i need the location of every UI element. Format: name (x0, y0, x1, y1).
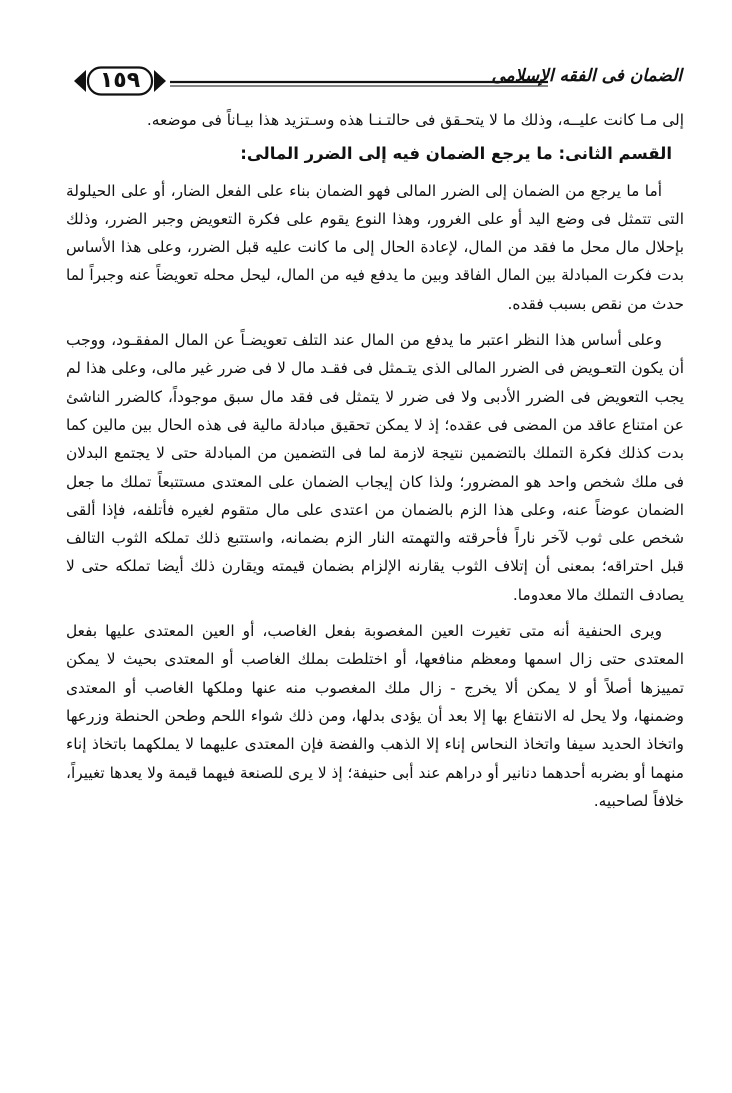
page-header (58, 62, 682, 102)
paragraph-continuation: إلى مـا كانت عليــه، وذلك ما لا يتحـقق فى حالتـنـا هذه وسـتزيد هذا بيـاناً فى موضعه. (146, 111, 684, 129)
running-title: الضمان فى الفقه الإسلامى (491, 66, 682, 86)
section-heading: القسم الثانى: ما يرجع الضمان فيه إلى الضرر المالى: (240, 144, 672, 164)
paragraph: أما ما يرجع من الضمان إلى الضرر المالى فهو الضمان بناء على الفعل الضار، أو على الحيلولة التى تتمثل فى وضع اليد أو على الغرور، وهذا النوع يقوم على فكرة التعويض وجبر الضرر، وذلك بإحلال مال محل ما فقد من المال، لإعادة الحال إلى ما كانت عليه قبل الضرر، وعلى هذا الأساس بدت فكرت المبادلة بين المال الفاقد وبين ما يدفع فيه من المال، ليحل محله تعويضاً عنه وجبراً لما حدث من نقص بسبب فقده. (66, 181, 684, 313)
paragraph: ويرى الحنفية أنه متى تغيرت العين المغصوبة بفعل الغاصب، أو العين المعتدى عليها بفعل المعتدى حتى زال اسمها ومعظم منافعها، أو اختلطت بملك الغاصب أو المعتدى بحيث لا يمكن تمييزها أصلاً أو لا يمكن ألا يخرج - زال ملك المغصوب منه عنها وملكها الغاصب أو المعتدى وضمنها، ولا يحل له الانتفاع بها إلا بعد أن يؤدى بدلها، ومن ذلك شواء اللحم وطحن الحنطة وزرعها واتخاذ الحديد سيفا واتخاذ النحاس إناء إلا الذهب والفضة فإن المعتدى عليهما لا يملكهما باتخاذ إناء منهما أو بضربه أحدهما دنانير أو دراهم عند أبى حنيفة؛ إذ لا يرى للصنعة فيهما قيمة ولا يعدها تغييراً، خلافاً لصاحبيه. (65, 622, 684, 810)
page-number-badge (72, 66, 168, 96)
paragraph: وعلى أساس هذا النظر اعتبر ما يدفع من المال عند التلف تعويضـاً عن المال المفقـود، ووجب أن يكون التعـويض فى الضرر المالى الذى يتـمثل فى فقـد مال لا فى ضرر غير مالى، وعلى هذا لم يجب التعويض فى الضرر الأدبى ولا فى ضرر لا يتمثل فى فقد مال سبق موجوداً، كالضرر الناشئ عن امتناع عاقد من المضى فى عقده؛ إذ لا يمكن تحقيق مبادلة مالية فى هذه الحال بين مالين كما بدت كذلك فكرة التملك بالتضمين نتيجة لازمة لما فى التضمين من المبادلة حتى لا يجتمع البدلان فى ملك شخص واحد هو المضرور؛ ولذا كان إيجاب الضمان على المعتدى مستتبعاً تملك ما جعل الضمان عوضاً عنه، وعلى هذا الزم بالضمان من اعتدى على مال متقوم لغيره فأتلفه، فإذا ألقى شخص على ثوب لآخر ناراً فأحرقته والتهمته النار الزم بضمانه، واستتبع ذلك تملكه الثوب التالف قبل احتراقه؛ بمعنى أن إتلاف الثوب يقارنه الإلزام بضمان قيمته ويقارن ذلك أيضا تملكه حتى لا يصادف التملك مالا معدوما. (66, 331, 684, 604)
page-body (66, 106, 684, 815)
page-number: ١٥٩ (99, 68, 141, 93)
